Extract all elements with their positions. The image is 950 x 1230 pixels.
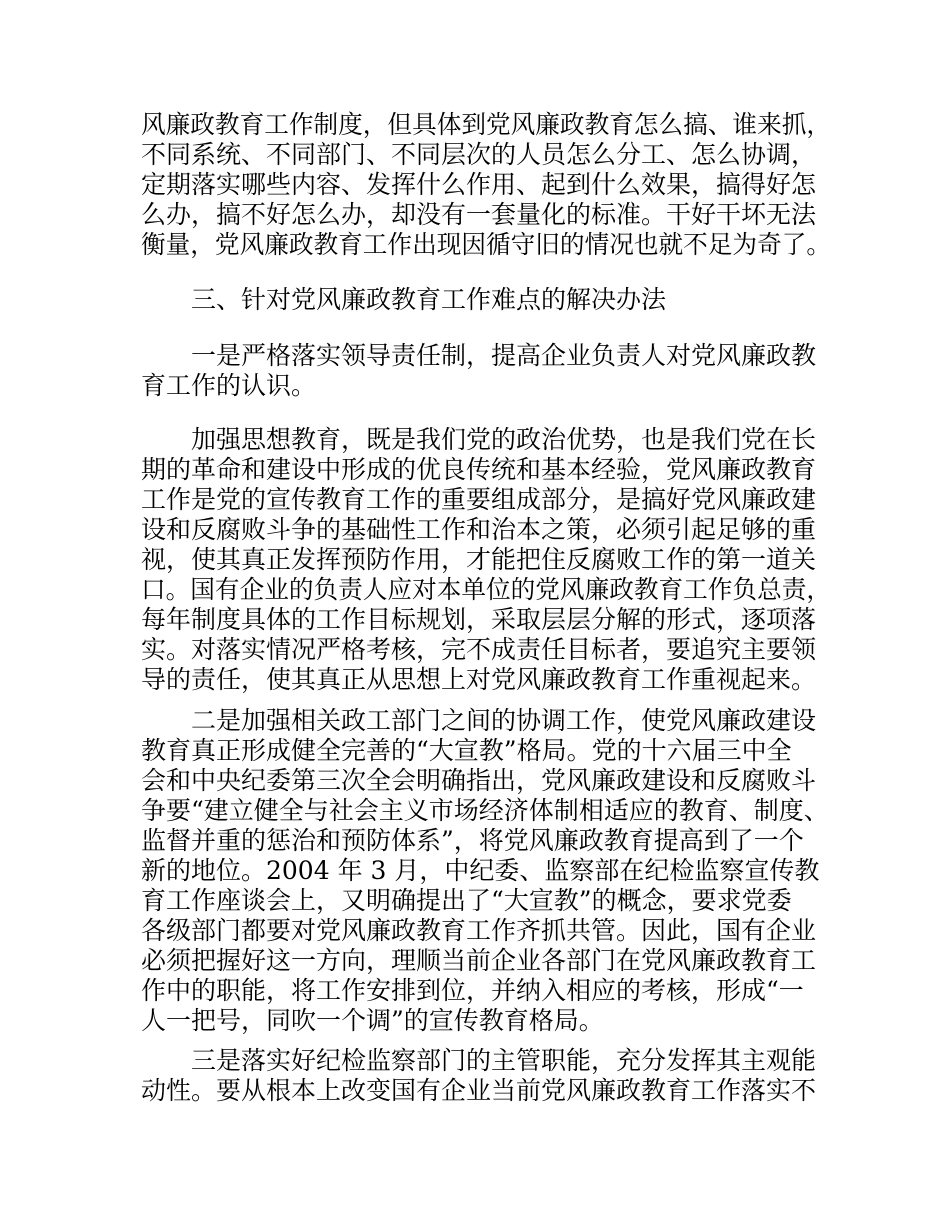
paragraph-ideological-education xyxy=(141,425,831,695)
text-line: 必须把握好这一方向，理顺当前企业各部门在党风廉政教育工 xyxy=(141,946,817,975)
text-line: 口。国有企业的负责人应对本单位的党风廉政教育工作负总责， xyxy=(141,575,832,604)
text-line: 会和中央纪委第三次全会明确指出，党风廉政建设和反腐败斗 xyxy=(141,766,817,795)
text-line: 动性。要从根本上改变国有企业当前党风廉政教育工作落实不 xyxy=(141,1076,817,1105)
text-line: 实。对落实情况严格考核，完不成责任目标者，要追究主要领 xyxy=(141,635,817,664)
text-line: 新的地位。2004 年 3 月，中纪委、监察部在纪检监察宣传教 xyxy=(141,856,820,885)
text-line: 争要“建立健全与社会主义市场经济体制相适应的教育、制度、 xyxy=(141,796,829,825)
text-line: 风廉政教育工作制度，但具体到党风廉政教育怎么搞、谁来抓， xyxy=(141,110,832,139)
text-line: 定期落实哪些内容、发挥什么作用、起到什么效果，搞得好怎 xyxy=(141,170,817,199)
paragraph-education-system-gaps xyxy=(141,110,831,260)
text-line: 监督并重的惩治和预防体系”，将党风廉政教育提高到了一个 xyxy=(141,826,804,855)
section-heading-solutions xyxy=(141,285,831,315)
text-line: 设和反腐败斗争的基础性工作和治本之策，必须引起足够的重 xyxy=(141,515,817,544)
paragraph-discipline-inspection xyxy=(141,1046,831,1106)
text-line: 三是落实好纪检监察部门的主管职能，充分发挥其主观能 xyxy=(141,1046,817,1075)
text-line: 工作是党的宣传教育工作的重要组成部分，是搞好党风廉政建 xyxy=(141,485,817,514)
text-line: 导的责任，使其真正从思想上对党风廉政教育工作重视起来。 xyxy=(141,665,817,694)
text-line: 各级部门都要对党风廉政教育工作齐抓共管。因此，国有企业 xyxy=(141,916,817,945)
text-line: 衡量，党风廉政教育工作出现因循守旧的情况也就不足为奇了。 xyxy=(141,230,832,259)
text-line: 一是严格落实领导责任制，提高企业负责人对党风廉政教 xyxy=(141,341,817,370)
text-line: 育工作的认识。 xyxy=(141,371,317,400)
paragraph-leadership-responsibility xyxy=(141,341,831,401)
text-line: 作中的职能，将工作安排到位，并纳入相应的考核，形成“一 xyxy=(141,976,804,1005)
text-line: 每年制度具体的工作目标规划，采取层层分解的形式，逐项落 xyxy=(141,605,817,634)
section-heading-text: 三、针对党风廉政教育工作难点的解决办法 xyxy=(141,285,667,314)
text-line: 人一把号，同吹一个调”的宣传教育格局。 xyxy=(141,1006,604,1035)
text-line: 育工作座谈会上，又明确提出了“大宣教”的概念，要求党委 xyxy=(141,886,792,915)
text-line: 加强思想教育，既是我们党的政治优势，也是我们党在长 xyxy=(141,425,817,454)
text-line: 期的革命和建设中形成的优良传统和基本经验，党风廉政教育 xyxy=(141,455,817,484)
text-line: 不同系统、不同部门、不同层次的人员怎么分工、怎么协调， xyxy=(141,140,817,169)
text-line: 二是加强相关政工部门之间的协调工作，使党风廉政建设 xyxy=(141,706,817,735)
paragraph-department-coordination xyxy=(141,706,831,1036)
text-line: 么办，搞不好怎么办，却没有一套量化的标准。干好干坏无法 xyxy=(141,200,817,229)
text-line: 教育真正形成健全完善的“大宣教”格局。党的十六届三中全 xyxy=(141,736,792,765)
text-line: 视，使其真正发挥预防作用，才能把住反腐败工作的第一道关 xyxy=(141,545,817,574)
